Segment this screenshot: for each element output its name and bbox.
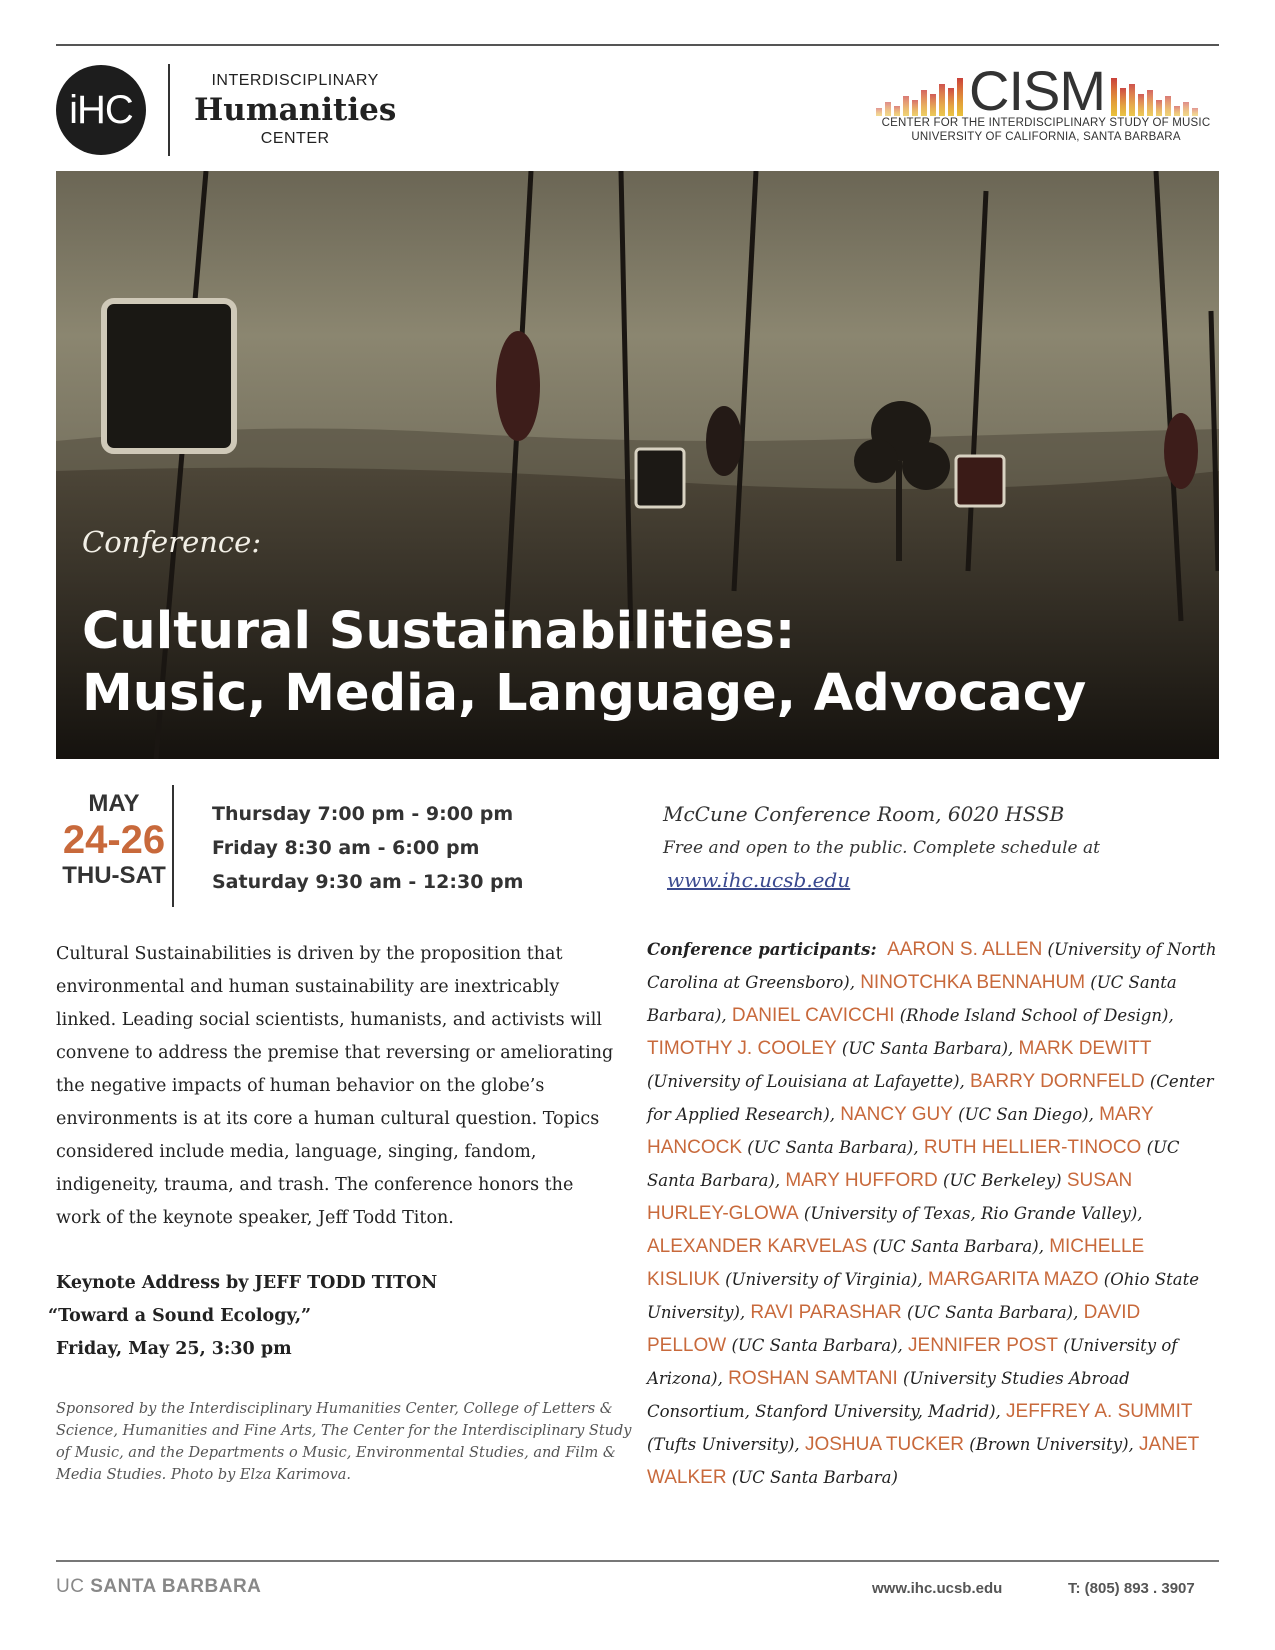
participant-affiliation: (Ohio State University), (647, 1270, 1200, 1322)
equalizer-bar (939, 84, 945, 116)
footer-phone: T: (805) 893 . 3907 (1068, 1580, 1195, 1597)
bottom-rule (56, 1560, 1219, 1562)
ihc-logo-line3: CENTER (260, 130, 330, 147)
participant-name: JOSHUA TUCKER (804, 1434, 965, 1455)
conference-description: Cultural Sustainabilities is driven by the proposition that environmental and human sustainability are inextricably linked. Leading social scientists, humanists, and activists will convene to address the premise that reversing or ameliorating the negative impacts of human behavior on the globe’s environments is at its core a human cultural question. Topics considered include media, language, singing, fandom, indigeneity, trauma, and trash. The conference honors the work of the keynote speaker, Jeff Todd Titon. (56, 944, 614, 1228)
equalizer-bar (894, 106, 900, 116)
participant-name: NANCY GUY (840, 1104, 953, 1125)
hero-kicker: Conference: (82, 525, 262, 559)
sponsor-note: Sponsored by the Interdisciplinary Humanities Center, College of Letters & Science, Humanities and Fine Arts, The Center for the Interdisciplinary Study of Music, and the Departments o Music, Environmental Studies, and Film & Media Studies. Photo by Elza Karimova. (56, 1401, 632, 1483)
hero-photo (56, 171, 1219, 759)
participant-affiliation: (UC Santa Barbara), (867, 1237, 1050, 1256)
participant-affiliation: (UC Berkeley) (937, 1171, 1067, 1190)
participant-name: ROSHAN SAMTANI (728, 1368, 898, 1389)
cism-wordmark: CISM (969, 59, 1105, 122)
equalizer-bar (1156, 100, 1162, 116)
participant-affiliation: (University Studies Abroad Consortium, Stanford University, Madrid), (647, 1369, 1130, 1421)
logo-divider (168, 64, 170, 156)
participant-name: ALEXANDER KARVELAS (647, 1236, 868, 1257)
participant-name: MARK DEWITT (1018, 1038, 1152, 1059)
date-divider (172, 785, 174, 907)
equalizer-bars-right-icon (1111, 72, 1198, 116)
venue-info (663, 802, 1100, 892)
equalizer-bar (912, 100, 918, 116)
date-days: THU-SAT (62, 862, 166, 889)
ihc-logo-line1: INTERDISCIPLINARY (211, 72, 379, 89)
participant-name: MARY HANCOCK (647, 1104, 1154, 1158)
schedule-link[interactable]: www.ihc.ucsb.edu (667, 868, 851, 892)
participant-affiliation: (UC Santa Barbara), (647, 973, 1177, 1025)
participant-name: SUSAN HURLEY-GLOWA (647, 1170, 1133, 1224)
date-block (56, 790, 172, 890)
equalizer-bar (1129, 84, 1135, 116)
participant-name: RUTH HELLIER-TINOCO (923, 1137, 1142, 1158)
conference-title (82, 601, 1086, 725)
participant-name: BARRY DORNFELD (970, 1071, 1145, 1092)
participant-name: DAVID PELLOW (647, 1302, 1141, 1356)
keynote-speaker: Keynote Address by JEFF TODD TITON (56, 1273, 438, 1293)
equalizer-bar (948, 88, 954, 116)
participant-affiliation: (Rhode Island School of Design), (894, 1006, 1174, 1025)
participant-affiliation: (University of Louisiana at Lafayette), (647, 1072, 971, 1091)
time-friday: Friday 8:30 am - 6:00 pm (212, 837, 480, 859)
participant-affiliation: (University of Virginia), (719, 1270, 928, 1289)
date-range: 24-26 (62, 818, 166, 862)
keynote-block (48, 1267, 438, 1366)
ihc-logo-line2: Humanities (194, 92, 397, 128)
participant-name: RAVI PARASHAR (750, 1302, 902, 1323)
equalizer-bar (1183, 102, 1189, 116)
participant-affiliation: (Tufts University), (647, 1435, 805, 1454)
participant-affiliation: (UC Santa Barbara), (647, 1138, 1180, 1190)
participant-affiliation: (Brown University), (964, 1435, 1140, 1454)
time-thursday: Thursday 7:00 pm - 9:00 pm (212, 803, 514, 825)
participant-affiliation: (Center for Applied Research), (647, 1072, 1214, 1124)
ihc-logo-text (194, 72, 396, 148)
participant-name: MARY HUFFORD (785, 1170, 938, 1191)
venue-free-text: Free and open to the public. Complete schedule at (663, 838, 1100, 858)
ucsb-wordmark-uc: UC (56, 1576, 85, 1597)
equalizer-bar (930, 94, 936, 116)
participant-name: AARON S. ALLEN (887, 939, 1043, 960)
time-saturday: Saturday 9:30 am - 12:30 pm (212, 871, 524, 893)
equalizer-bar (876, 108, 882, 116)
participant-name: JENNIFER POST (908, 1335, 1058, 1356)
participants-list (647, 933, 1217, 1494)
equalizer-bar (1165, 96, 1171, 116)
participant-affiliation: (University of Texas, Rio Grande Valley), (798, 1204, 1143, 1223)
equalizer-bar (1120, 88, 1126, 116)
participant-name: TIMOTHY J. COOLEY (647, 1038, 837, 1059)
participant-affiliation: (UC Santa Barbara), (742, 1138, 924, 1157)
ucsb-wordmark (56, 1576, 261, 1598)
cism-subtitle-line1: CENTER FOR THE INTERDISCIPLINARY STUDY OF MUSIC (881, 117, 1211, 129)
keynote-time: Friday, May 25, 3:30 pm (56, 1339, 292, 1359)
equalizer-bar (1174, 106, 1180, 116)
participant-name: MICHELLE KISLIUK (647, 1236, 1145, 1290)
schedule-times (212, 803, 523, 905)
participant-affiliation: (University of Arizona), (647, 1336, 1178, 1388)
participant-affiliation: (UC Santa Barbara), (836, 1039, 1019, 1058)
top-rule (56, 44, 1219, 46)
equalizer-bar (921, 90, 927, 116)
equalizer-bars-left-icon (876, 72, 963, 116)
ihc-logo-mark: iHC (56, 65, 146, 155)
participant-affiliation: (UC Santa Barbara), (726, 1336, 909, 1355)
participant-name: JANET WALKER (647, 1434, 1199, 1488)
footer-website[interactable]: www.ihc.ucsb.edu (872, 1580, 1003, 1597)
participant-name: DANIEL CAVICCHI (731, 1005, 895, 1026)
equalizer-bar (957, 78, 963, 116)
participant-name: NINOTCHKA BENNAHUM (860, 972, 1086, 993)
venue-room: McCune Conference Room, 6020 HSSB (663, 802, 1065, 826)
keynote-title: “Toward a Sound Ecology,” (48, 1306, 312, 1326)
ihc-logo[interactable] (56, 64, 396, 156)
conference-title-line2: Music, Media, Language, Advocacy (82, 664, 1087, 723)
participant-affiliation: (University of North Carolina at Greensboro), (647, 940, 1217, 992)
equalizer-bar (1111, 78, 1117, 116)
cism-logo[interactable] (876, 59, 1216, 144)
conference-title-line1: Cultural Sustainabilities: (82, 602, 796, 661)
participant-name: JEFFREY A. SUMMIT (1006, 1401, 1193, 1422)
participant-affiliation: (UC Santa Barbara), (901, 1303, 1084, 1322)
cism-subtitle-line2: UNIVERSITY OF CALIFORNIA, SANTA BARBARA (911, 131, 1181, 143)
equalizer-bar (1147, 90, 1153, 116)
equalizer-bar (903, 96, 909, 116)
date-month: MAY (88, 790, 140, 817)
participant-affiliation: (UC Santa Barbara) (726, 1468, 898, 1487)
ucsb-wordmark-name: SANTA BARBARA (90, 1576, 262, 1597)
participant-name: MARGARITA MAZO (927, 1269, 1099, 1290)
participant-affiliation: (UC San Diego), (952, 1105, 1100, 1124)
participants-heading: Conference participants: (647, 940, 877, 959)
equalizer-bar (1192, 108, 1198, 116)
equalizer-bar (1138, 94, 1144, 116)
equalizer-bar (885, 102, 891, 116)
